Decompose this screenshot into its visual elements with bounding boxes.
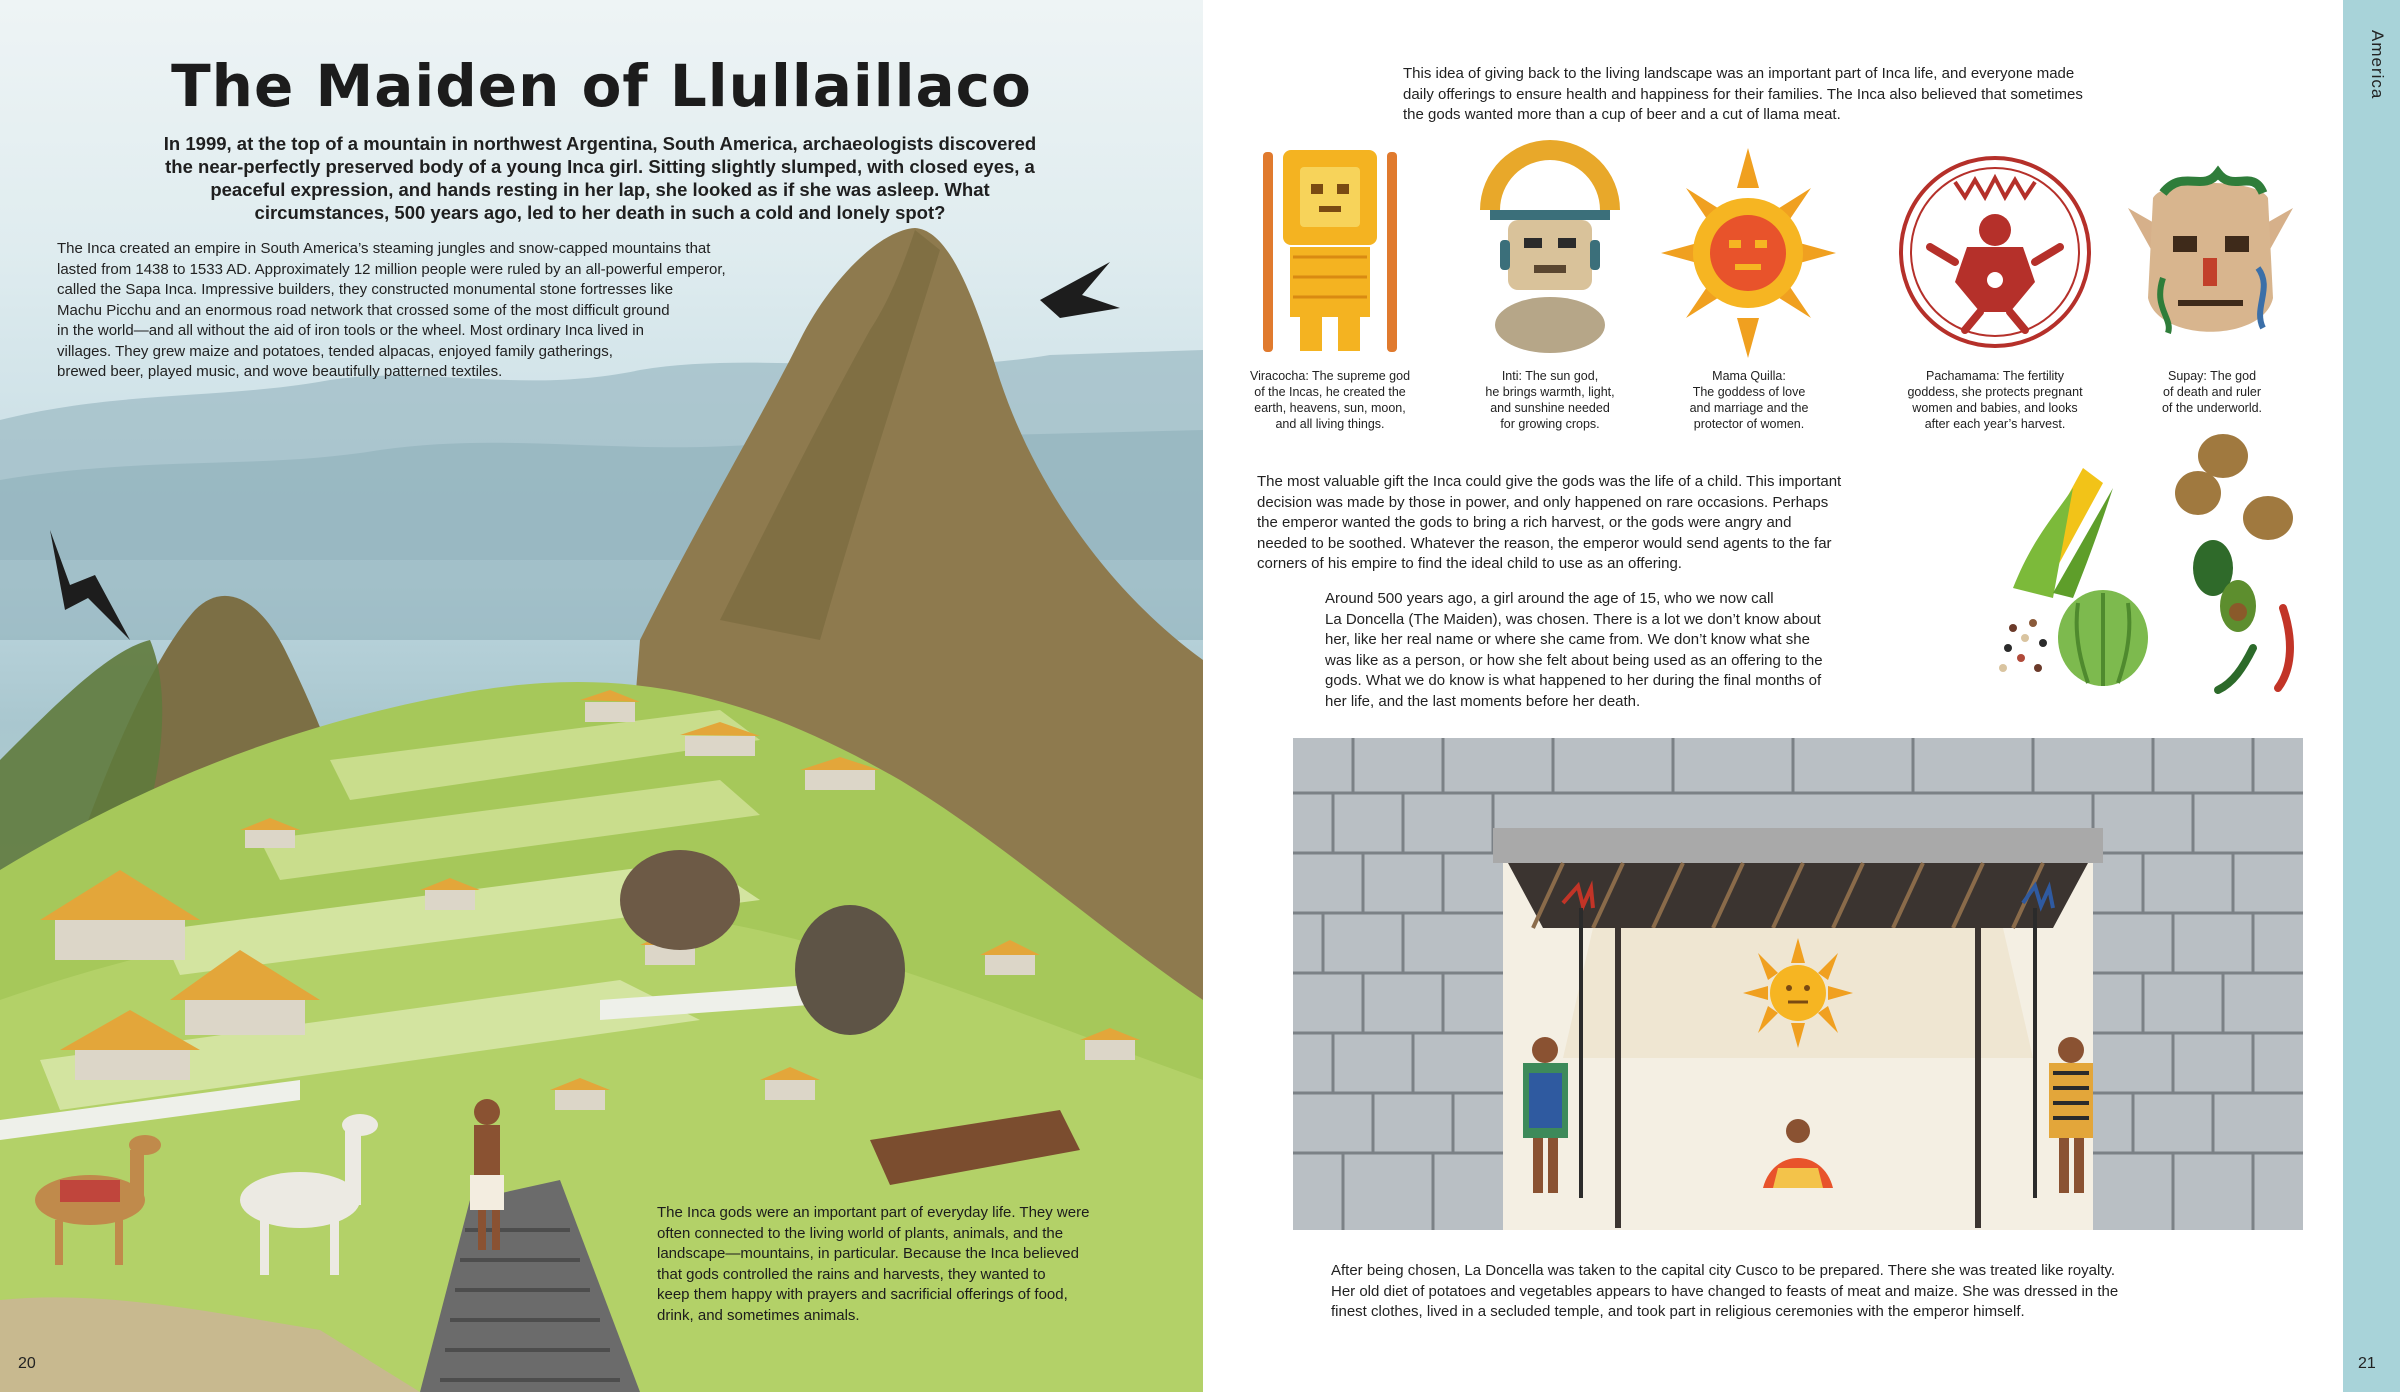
text-line: lasted from 1438 to 1533 AD. Approximately 12 million people were ruled by an all-powerful emperor, — [57, 260, 726, 278]
right-page — [1203, 0, 2400, 1392]
supay-mask-icon — [2123, 158, 2298, 363]
text-line: the gods wanted more than a cup of beer and a cut of llama meat. — [1403, 106, 1841, 123]
food-illustration — [1993, 428, 2338, 708]
pachamama-icon — [1895, 152, 2095, 352]
text-line: needed to be soothed. Whatever the reason, the emperor would send agents to the far — [1257, 534, 1832, 552]
text-line: finest clothes, lived in a secluded temple, and took part in religious ceremonies with the emperor himself. — [1331, 1303, 2025, 1320]
text-line: that gods controlled the rains and harvests, they wanted to — [657, 1265, 1046, 1283]
text-line: Machu Picchu and an enormous road network that crossed some of the most difficult ground — [57, 301, 670, 319]
corn-icon — [2013, 468, 2113, 598]
temple-illustration — [1293, 738, 2303, 1238]
caption-pachamama: Pachamama: The fertility goddess, she protects pregnant women and babies, and looks after each year’s harvest. — [1907, 369, 2083, 431]
caption-viracocha: Viracocha: The supreme god of the Incas, he created the earth, heavens, sun, moon, and all living things. — [1249, 369, 1411, 431]
beans-icon — [1999, 619, 2047, 672]
text-line: Around 500 years ago, a girl around the age of 15, who we now call — [1325, 590, 1774, 607]
text-line: After being chosen, La Doncella was taken to the capital city Cusco to be prepared. There she was treated like royalty. — [1331, 1262, 2116, 1279]
text-line: decision was made by those in power, and only happened on rare occasions. Perhaps — [1257, 493, 1829, 511]
caption-supay: Supay: The god of death and ruler of the underworld. — [2161, 369, 2263, 415]
page-number-left: 20 — [18, 1355, 36, 1372]
sun-face-icon — [1661, 148, 1836, 358]
text-line: called the Sapa Inca. Impressive builders, they constructed monumental stone fortresses like — [57, 281, 674, 298]
caption-mama-quilla: Mama Quilla: The goddess of love and marriage and the protector of women. — [1689, 369, 1809, 431]
inti-icon — [1470, 140, 1630, 355]
text-line: The Inca created an empire in South America’s steaming jungles and snow-capped mountains that — [57, 240, 711, 257]
text-line: was like as a person, or how she felt about being used as an offering to the — [1325, 651, 1823, 669]
cusco-paragraph — [1331, 1261, 2331, 1323]
avocado-icon — [2193, 540, 2256, 632]
la-doncella-paragraph — [1325, 589, 1925, 712]
offerings-paragraph — [1403, 64, 2173, 126]
text-line: Her old diet of potatoes and vegetables appears to have changed to feasts of meat and maize. She was dressed in the — [1331, 1282, 2119, 1300]
page-title: The Maiden of Llullaillaco — [171, 52, 1032, 120]
section-tab-label: America — [2368, 30, 2387, 100]
text-line: landscape—mountains, in particular. Because the Inca believed — [657, 1245, 1079, 1262]
text-line: daily offerings to ensure health and happiness for their families. The Inca also believed that sometimes — [1403, 85, 2083, 103]
text-line: in the world—and all without the aid of iron tools or the wheel. Most ordinary Inca lived in — [57, 322, 644, 339]
text-line: This idea of giving back to the living landscape was an important part of Inca life, and everyone made — [1403, 65, 2075, 82]
squash-icon — [2058, 590, 2148, 686]
text-line: the emperor wanted the gods to bring a rich harvest, or the gods were angry and — [1257, 514, 1792, 531]
text-line: gods. What we do know is what happened to her during the final months of — [1325, 672, 1822, 689]
text-line: her, like her real name or where she came from. We don’t know what she — [1325, 631, 1810, 648]
child-offering-paragraph — [1257, 472, 1977, 575]
text-line: brewed beer, played music, and wove beautifully patterned textiles. — [57, 363, 503, 380]
text-line: often connected to the living world of plants, animals, and the — [657, 1224, 1064, 1242]
page-number-right: 21 — [2358, 1355, 2376, 1372]
text-line: villages. They grew maize and potatoes, tended alpacas, enjoyed family gatherings, — [57, 342, 613, 360]
text-line: drink, and sometimes animals. — [657, 1306, 860, 1324]
text-line: keep them happy with prayers and sacrificial offerings of food, — [657, 1286, 1068, 1303]
viracocha-icon — [1255, 142, 1405, 357]
text-line: The most valuable gift the Inca could give the gods was the life of a child. This important — [1257, 473, 1842, 490]
inca-empire-paragraph — [57, 239, 837, 383]
caption-inti: Inti: The sun god, he brings warmth, light, and sunshine needed for growing crops. — [1485, 369, 1615, 431]
text-line: corners of his empire to find the ideal child to use as an offering. — [1257, 555, 1682, 572]
potato-icon — [2175, 434, 2293, 540]
section-tab — [2343, 0, 2400, 1392]
text-line: La Doncella (The Maiden), was chosen. There is a lot we don’t know about — [1325, 610, 1821, 628]
text-line: The Inca gods were an important part of everyday life. They were — [657, 1204, 1090, 1221]
text-line: her life, and the last moments before her death. — [1325, 692, 1641, 710]
intro-paragraph: In 1999, at the top of a mountain in northwest Argentina, South America, archaeologists discovered the near-perfectly preserved body of a young Inca girl. Sitting slightly slumped, with closed eyes, a peaceful expression, and hands resting in her lap, she looked as if she was asleep. What circumstances, 500 years ago, led to her death in such a cold and lonely spot? — [163, 133, 1037, 223]
inca-gods-paragraph — [657, 1203, 1157, 1326]
